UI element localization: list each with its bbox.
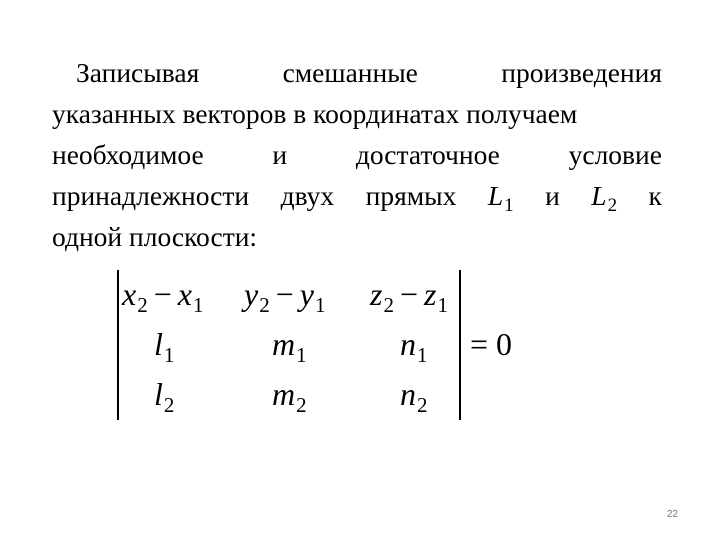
word: достаточное bbox=[355, 139, 500, 170]
math-var: m bbox=[272, 326, 296, 362]
math-sub: 2 bbox=[383, 293, 394, 317]
variable-letter: L bbox=[591, 180, 607, 211]
math-sub: 1 bbox=[417, 343, 428, 367]
word: прямых bbox=[365, 180, 457, 211]
math-var: z bbox=[370, 276, 383, 312]
math-var: l bbox=[154, 326, 163, 362]
line-variable-2 bbox=[591, 175, 617, 216]
math-var: n bbox=[400, 326, 416, 362]
paragraph-line bbox=[52, 52, 662, 93]
paragraph-line bbox=[52, 93, 662, 134]
word: двух bbox=[280, 180, 335, 211]
paragraph-line bbox=[52, 134, 662, 175]
matrix-cell-r2c1 bbox=[154, 326, 174, 366]
matrix-cell-r2c2 bbox=[272, 326, 307, 366]
math-var: x bbox=[177, 276, 192, 312]
minus-sign: − bbox=[275, 276, 294, 312]
math-sub: 1 bbox=[192, 293, 204, 317]
math-var: y bbox=[244, 276, 259, 312]
determinant-left-bar bbox=[117, 270, 119, 420]
word: необходимое bbox=[52, 139, 204, 170]
word: произведения bbox=[501, 57, 662, 88]
variable-letter: L bbox=[487, 180, 504, 211]
page-number: 22 bbox=[666, 509, 678, 520]
word: и bbox=[545, 180, 560, 211]
math-sub: 1 bbox=[437, 293, 448, 317]
line-text: указанных векторов в координатах получаем bbox=[52, 98, 578, 129]
math-sub: 2 bbox=[296, 393, 307, 417]
word: условие bbox=[568, 139, 662, 170]
line-variable-1 bbox=[488, 175, 514, 216]
word: к bbox=[648, 180, 662, 211]
matrix-cell-r1c3 bbox=[370, 276, 448, 316]
matrix-cell-r2c3 bbox=[400, 326, 428, 366]
paragraph-line bbox=[52, 216, 662, 257]
math-var: l bbox=[154, 376, 163, 412]
matrix-cell-r3c2 bbox=[272, 376, 307, 416]
word: и bbox=[272, 139, 288, 170]
paragraph bbox=[52, 52, 662, 257]
math-sub: 1 bbox=[314, 293, 326, 317]
math-var: m bbox=[272, 376, 296, 412]
math-var: z bbox=[424, 276, 437, 312]
matrix-cell-r1c2 bbox=[244, 276, 325, 316]
word: смешанные bbox=[282, 57, 418, 88]
matrix-cell-r3c3 bbox=[400, 376, 428, 416]
variable-subscript: 1 bbox=[504, 195, 514, 216]
minus-sign: − bbox=[399, 276, 418, 312]
equals-zero: = 0 bbox=[470, 326, 513, 362]
math-sub: 1 bbox=[296, 343, 307, 367]
matrix-cell-r3c1 bbox=[154, 376, 174, 416]
minus-sign: − bbox=[153, 276, 172, 312]
variable-subscript: 2 bbox=[607, 195, 618, 216]
math-sub: 2 bbox=[417, 393, 428, 417]
word: принадлежности bbox=[52, 180, 250, 211]
word: Записывая bbox=[76, 57, 200, 88]
determinant-equation bbox=[112, 268, 532, 426]
math-var: n bbox=[400, 376, 416, 412]
math-sub: 2 bbox=[137, 293, 148, 317]
math-sub: 1 bbox=[163, 343, 175, 367]
math-var: y bbox=[299, 276, 314, 312]
paragraph-line bbox=[52, 175, 662, 216]
math-sub: 2 bbox=[163, 393, 175, 417]
line-text: одной плоскости: bbox=[52, 221, 258, 252]
math-sub: 2 bbox=[259, 293, 270, 317]
determinant-right-bar bbox=[459, 270, 461, 420]
math-var: x bbox=[122, 276, 137, 312]
matrix-cell-r1c1 bbox=[122, 276, 203, 316]
